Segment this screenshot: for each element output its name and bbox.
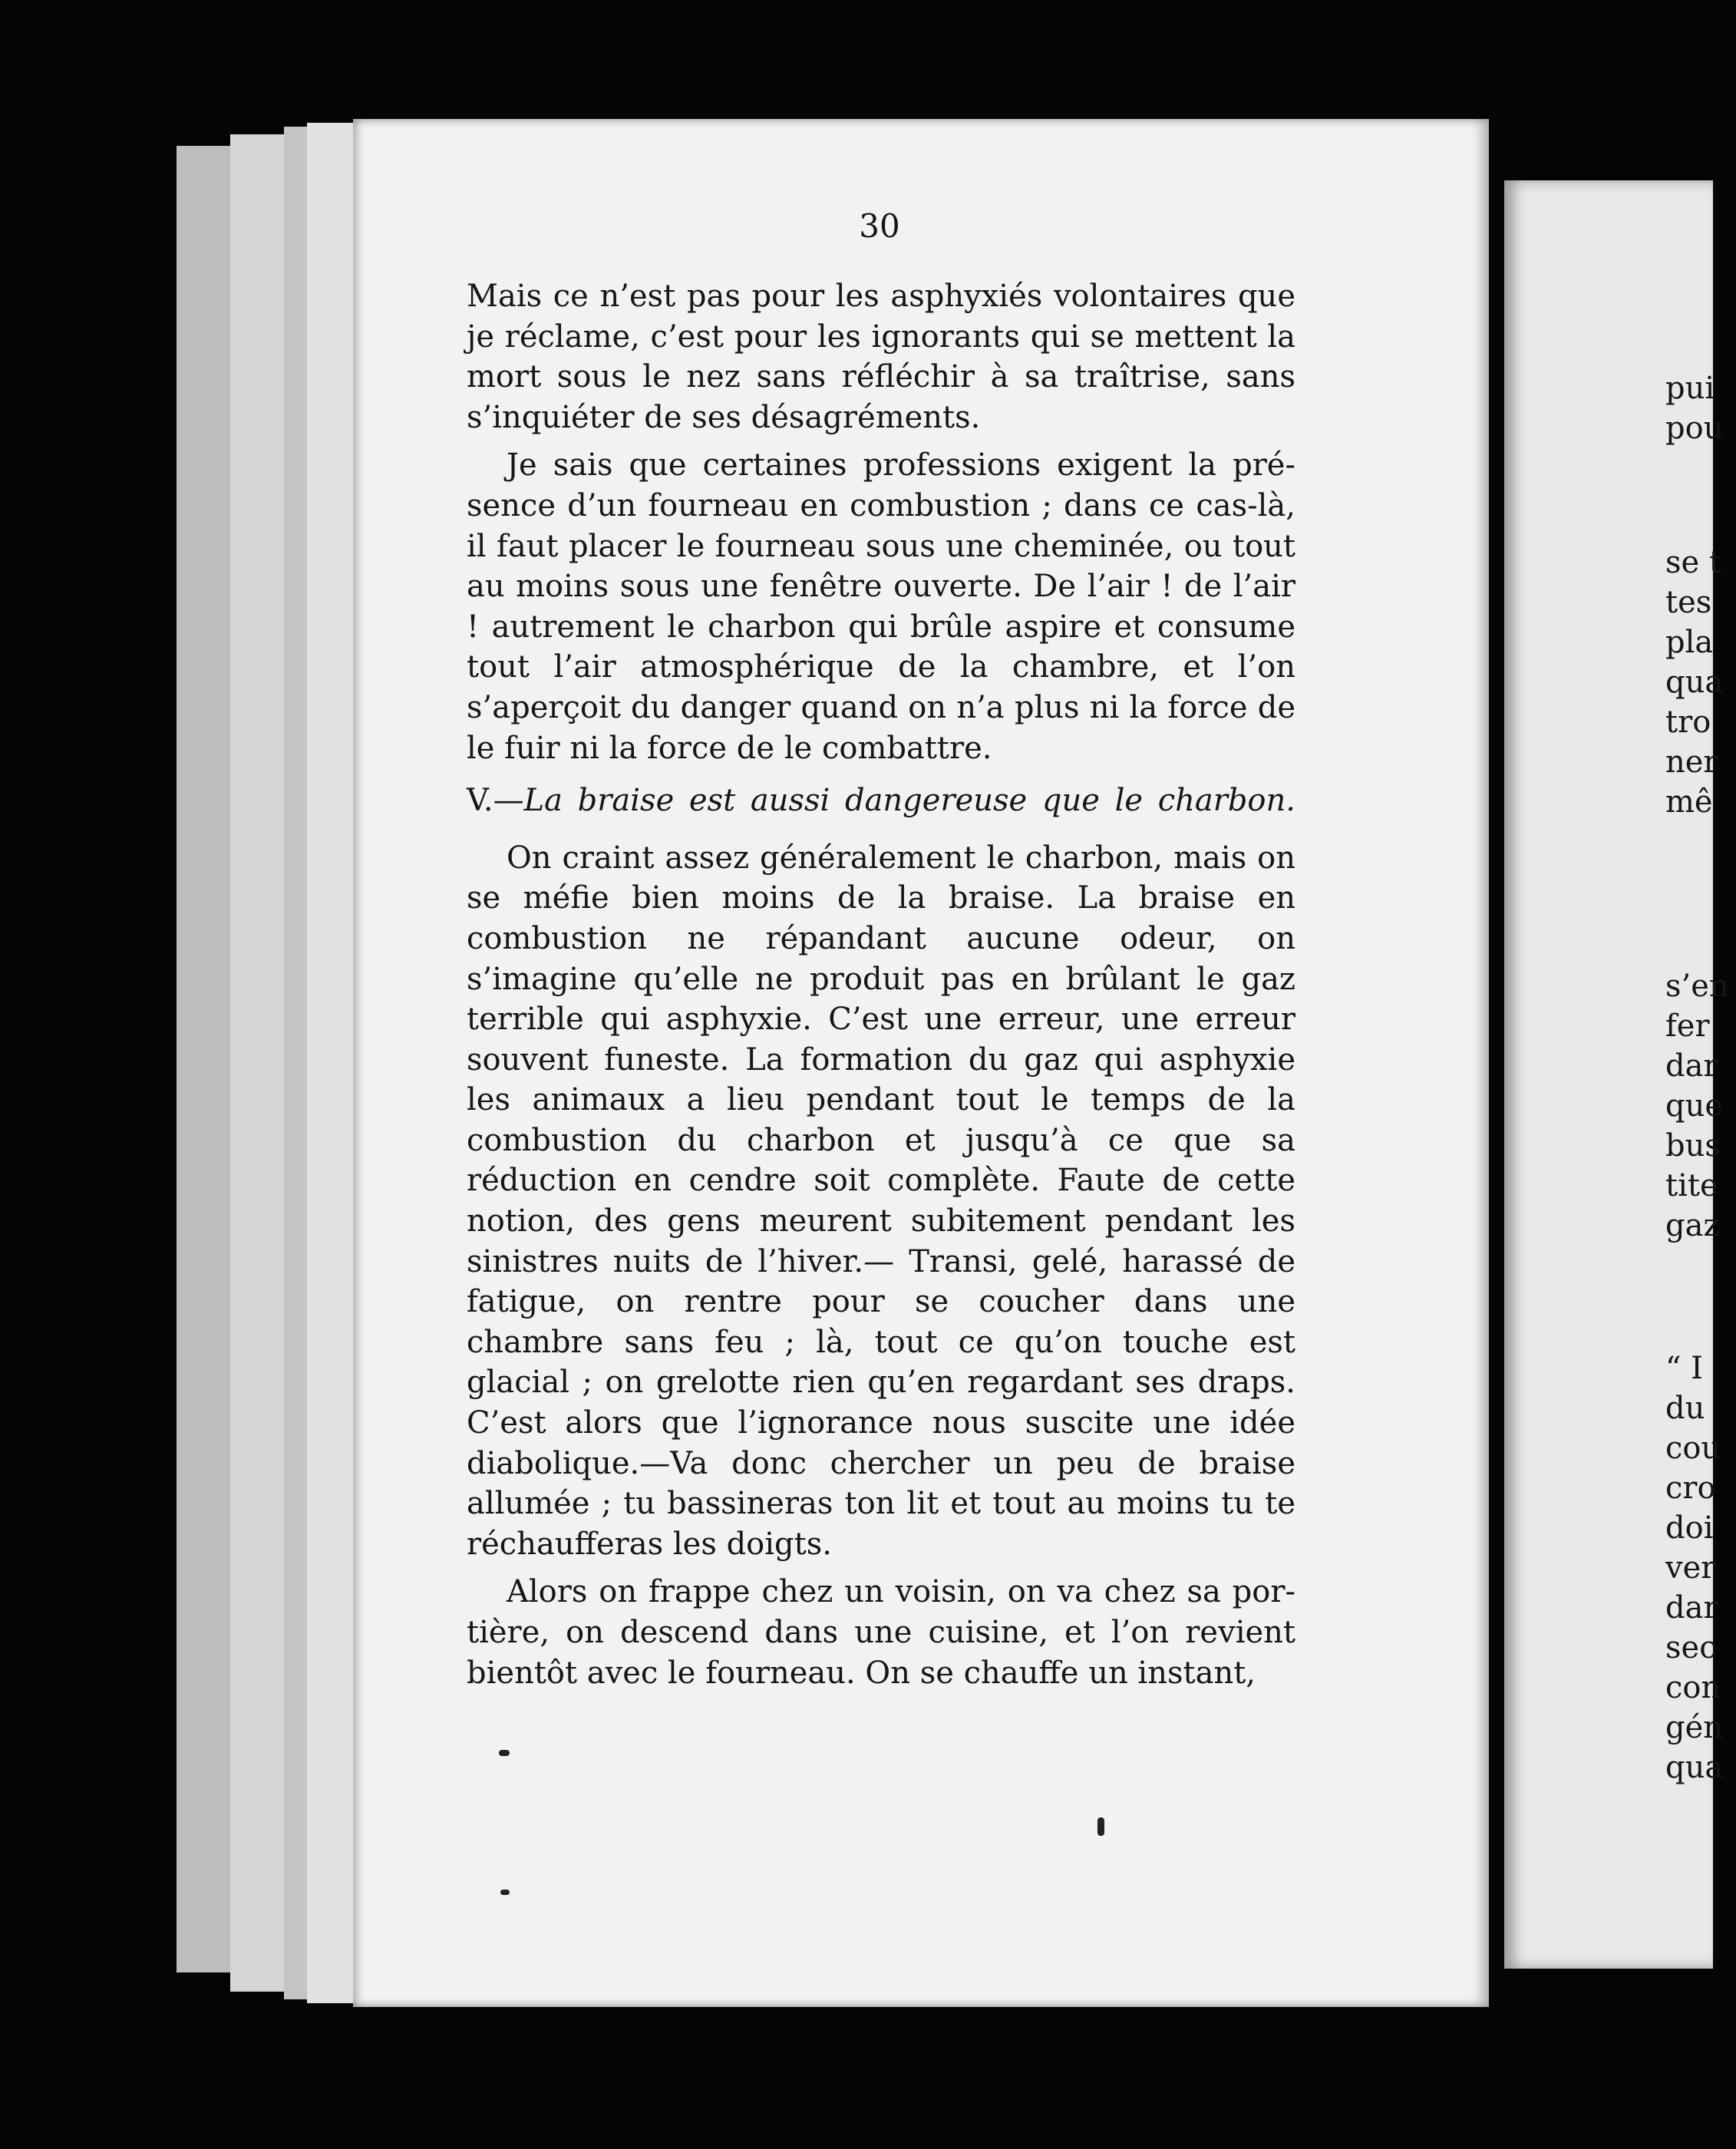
text-fragment: tite [1665,1168,1718,1203]
paragraph: Je sais que certaines professions exigent la présence d’un fourneau en combustion ; dans ce cas-là, il faut placer le fourneau sous une cheminée, ou tout au moins sous une fenêtre ouverte. De l’air ! de l’air ! autrement le charbon qui brûle aspire et consume tout l’air atmosphérique de la chambre, et l’on s’aperçoit du danger quand on n’a plus ni la force de le fuir ni la force de le combattre. [467,447,1295,766]
text-fragment: ver [1665,1550,1716,1586]
text-fragment: tro [1665,705,1711,740]
ink-speck [499,1750,510,1756]
text-fragment: ner [1665,744,1718,780]
text-fragment: tes [1665,585,1712,620]
ink-speck [1097,1817,1104,1836]
text-fragment: dar [1665,1048,1718,1084]
text-fragment: dar [1665,1590,1718,1626]
text-fragment: “ I [1665,1351,1703,1386]
text-fragment: mê [1665,784,1713,820]
text-fragment: bus [1665,1128,1721,1164]
text-fragment: se t [1665,545,1721,580]
text-fragment: que [1665,1088,1724,1124]
page-number: 30 [859,207,900,245]
paragraph: Alors on frappe chez un voisin, on va chez sa portière, on descend dans une cuisine, et l’on revient bientôt avec le fourneau. On se chauffe un instant, [467,1574,1295,1691]
text-fragment: pla [1665,625,1714,660]
section-number: V.— [467,783,524,819]
section-title: La braise est aussi dangereuse que le charbon. [523,783,1295,819]
text-fragment: cou [1665,1431,1721,1466]
text-fragment: pui [1665,371,1715,406]
text-fragment: gén [1665,1710,1724,1745]
text-fragment: qua [1665,665,1724,700]
text-fragment: du [1665,1391,1705,1426]
paragraph: On craint assez généralement le charbon, mais on se méfie bien moins de la braise. La braise en combustion ne répandant aucune odeur, on s’imagine qu’elle ne produit pas en brûlant le gaz terrible qui asphyxie. C’est une erreur, une erreur souvent funeste. La formation du gaz qui asphyxie les animaux a lieu pendant tout le temps de la combustion du charbon et jusqu’à ce que sa réduction en cendre soit complète. Faute de cette notion, des gens meurent subitement pendant les sinistres nuits de l’hiver.— Transi, gelé, harassé de fatigue, on rentre pour se coucher dans une chambre sans feu ; là, tout ce qu’on touche est glacial ; on grelotte rien qu’en regardant ses draps. C’est alors que l’ignorance nous suscite une idée diabolique.—Va donc chercher un peu de braise allumée ; tu bassineras ton lit et tout au moins tu te réchaufferas les doigts. [467,840,1295,1562]
text-fragment: con [1665,1670,1721,1705]
text-fragment: s’en [1665,969,1729,1004]
text-fragment: cro [1665,1471,1716,1506]
text-fragment: gaz [1665,1208,1720,1243]
text-fragment: fer [1665,1008,1710,1044]
text-fragment: qua [1665,1750,1724,1785]
section-heading [467,781,1295,821]
text-fragment: sec [1665,1630,1717,1665]
paragraph: Mais ce n’est pas pour les asphyxiés volontaires que je réclame, c’est pour les ignorants qui se mettent la mort sous le nez sans réfléchir à sa traîtrise, sans s’inquiéter de ses désagréments. [467,279,1295,435]
page-body [467,276,1295,1701]
ink-speck [500,1890,510,1895]
text-fragment: doi [1665,1510,1714,1546]
text-fragment: pou [1665,411,1724,446]
